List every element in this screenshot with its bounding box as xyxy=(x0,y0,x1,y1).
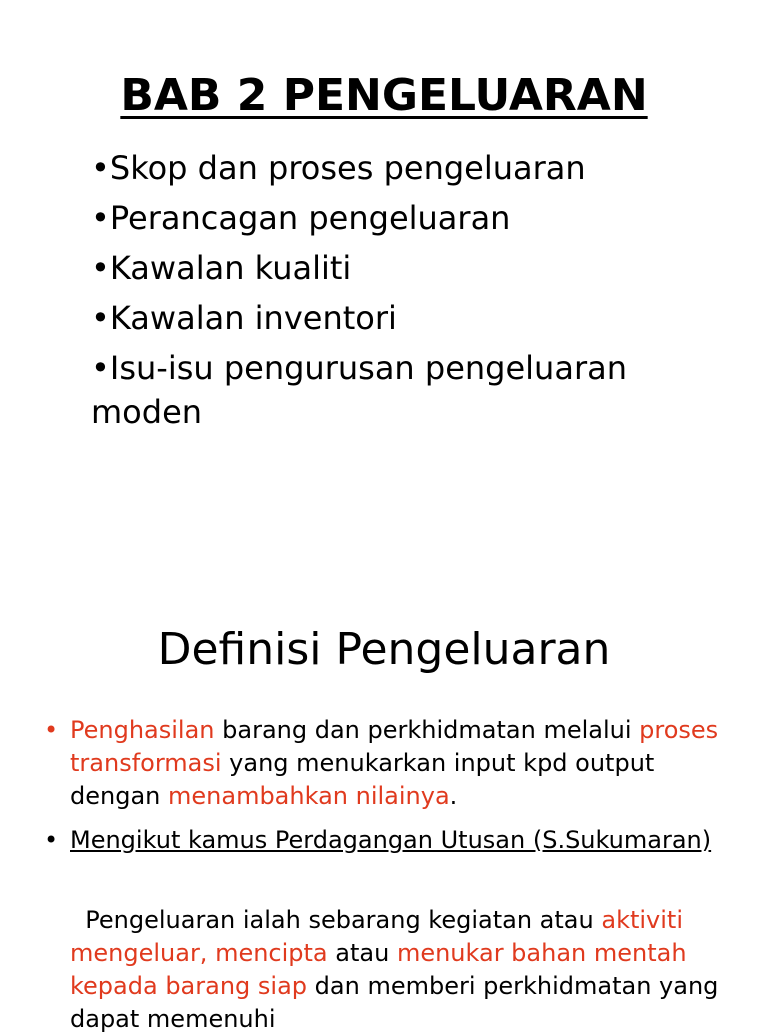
highlight-text: aktiviti mengeluar, mencipta xyxy=(70,906,683,967)
topic-item: •Kawalan kualiti xyxy=(91,249,352,287)
slide-2 xyxy=(0,560,768,1033)
highlight-text: Penghasilan xyxy=(70,716,215,744)
topic-item: •Isu-isu pengurusan pengeluaran moden xyxy=(91,349,627,431)
topic-item: •Skop dan proses pengeluaran xyxy=(91,149,586,187)
body-text: yang menukarkan input kpd output dengan xyxy=(70,749,655,810)
slide-1-title xyxy=(0,66,768,126)
highlight-text: menukar bahan mentah kepada barang siap xyxy=(70,939,687,1000)
bullet-icon: • xyxy=(44,716,59,744)
body-text: dan memberi perkhidmatan yang dapat memenuhi xyxy=(70,972,727,1033)
highlight-text: proses transformasi xyxy=(70,716,719,777)
topic-item: •Perancagan pengeluaran xyxy=(91,199,511,237)
source-reference: Mengikut kamus Perdagangan Utusan (S.Sukumaran) xyxy=(70,826,712,854)
highlight-text: menambahkan nilainya xyxy=(168,782,450,810)
body-text: barang dan perkhidmatan melalui xyxy=(214,716,640,744)
slide-2-title: Definisi Pengeluaran xyxy=(157,624,611,675)
body-text: Pengeluaran ialah sebarang kegiatan atau xyxy=(70,906,602,934)
definition-paragraph xyxy=(70,904,750,1036)
definition-item xyxy=(44,714,744,813)
slide-1-title-text: BAB 2 PENGELUARAN xyxy=(120,70,648,121)
slide-1-topic-list xyxy=(91,146,731,440)
body-text: atau xyxy=(327,939,397,967)
topic-item: •Kawalan inventori xyxy=(91,299,397,337)
body-text: . xyxy=(449,782,458,810)
definition-item xyxy=(44,824,744,857)
bullet-icon: • xyxy=(44,826,59,854)
definition-list xyxy=(44,714,744,868)
